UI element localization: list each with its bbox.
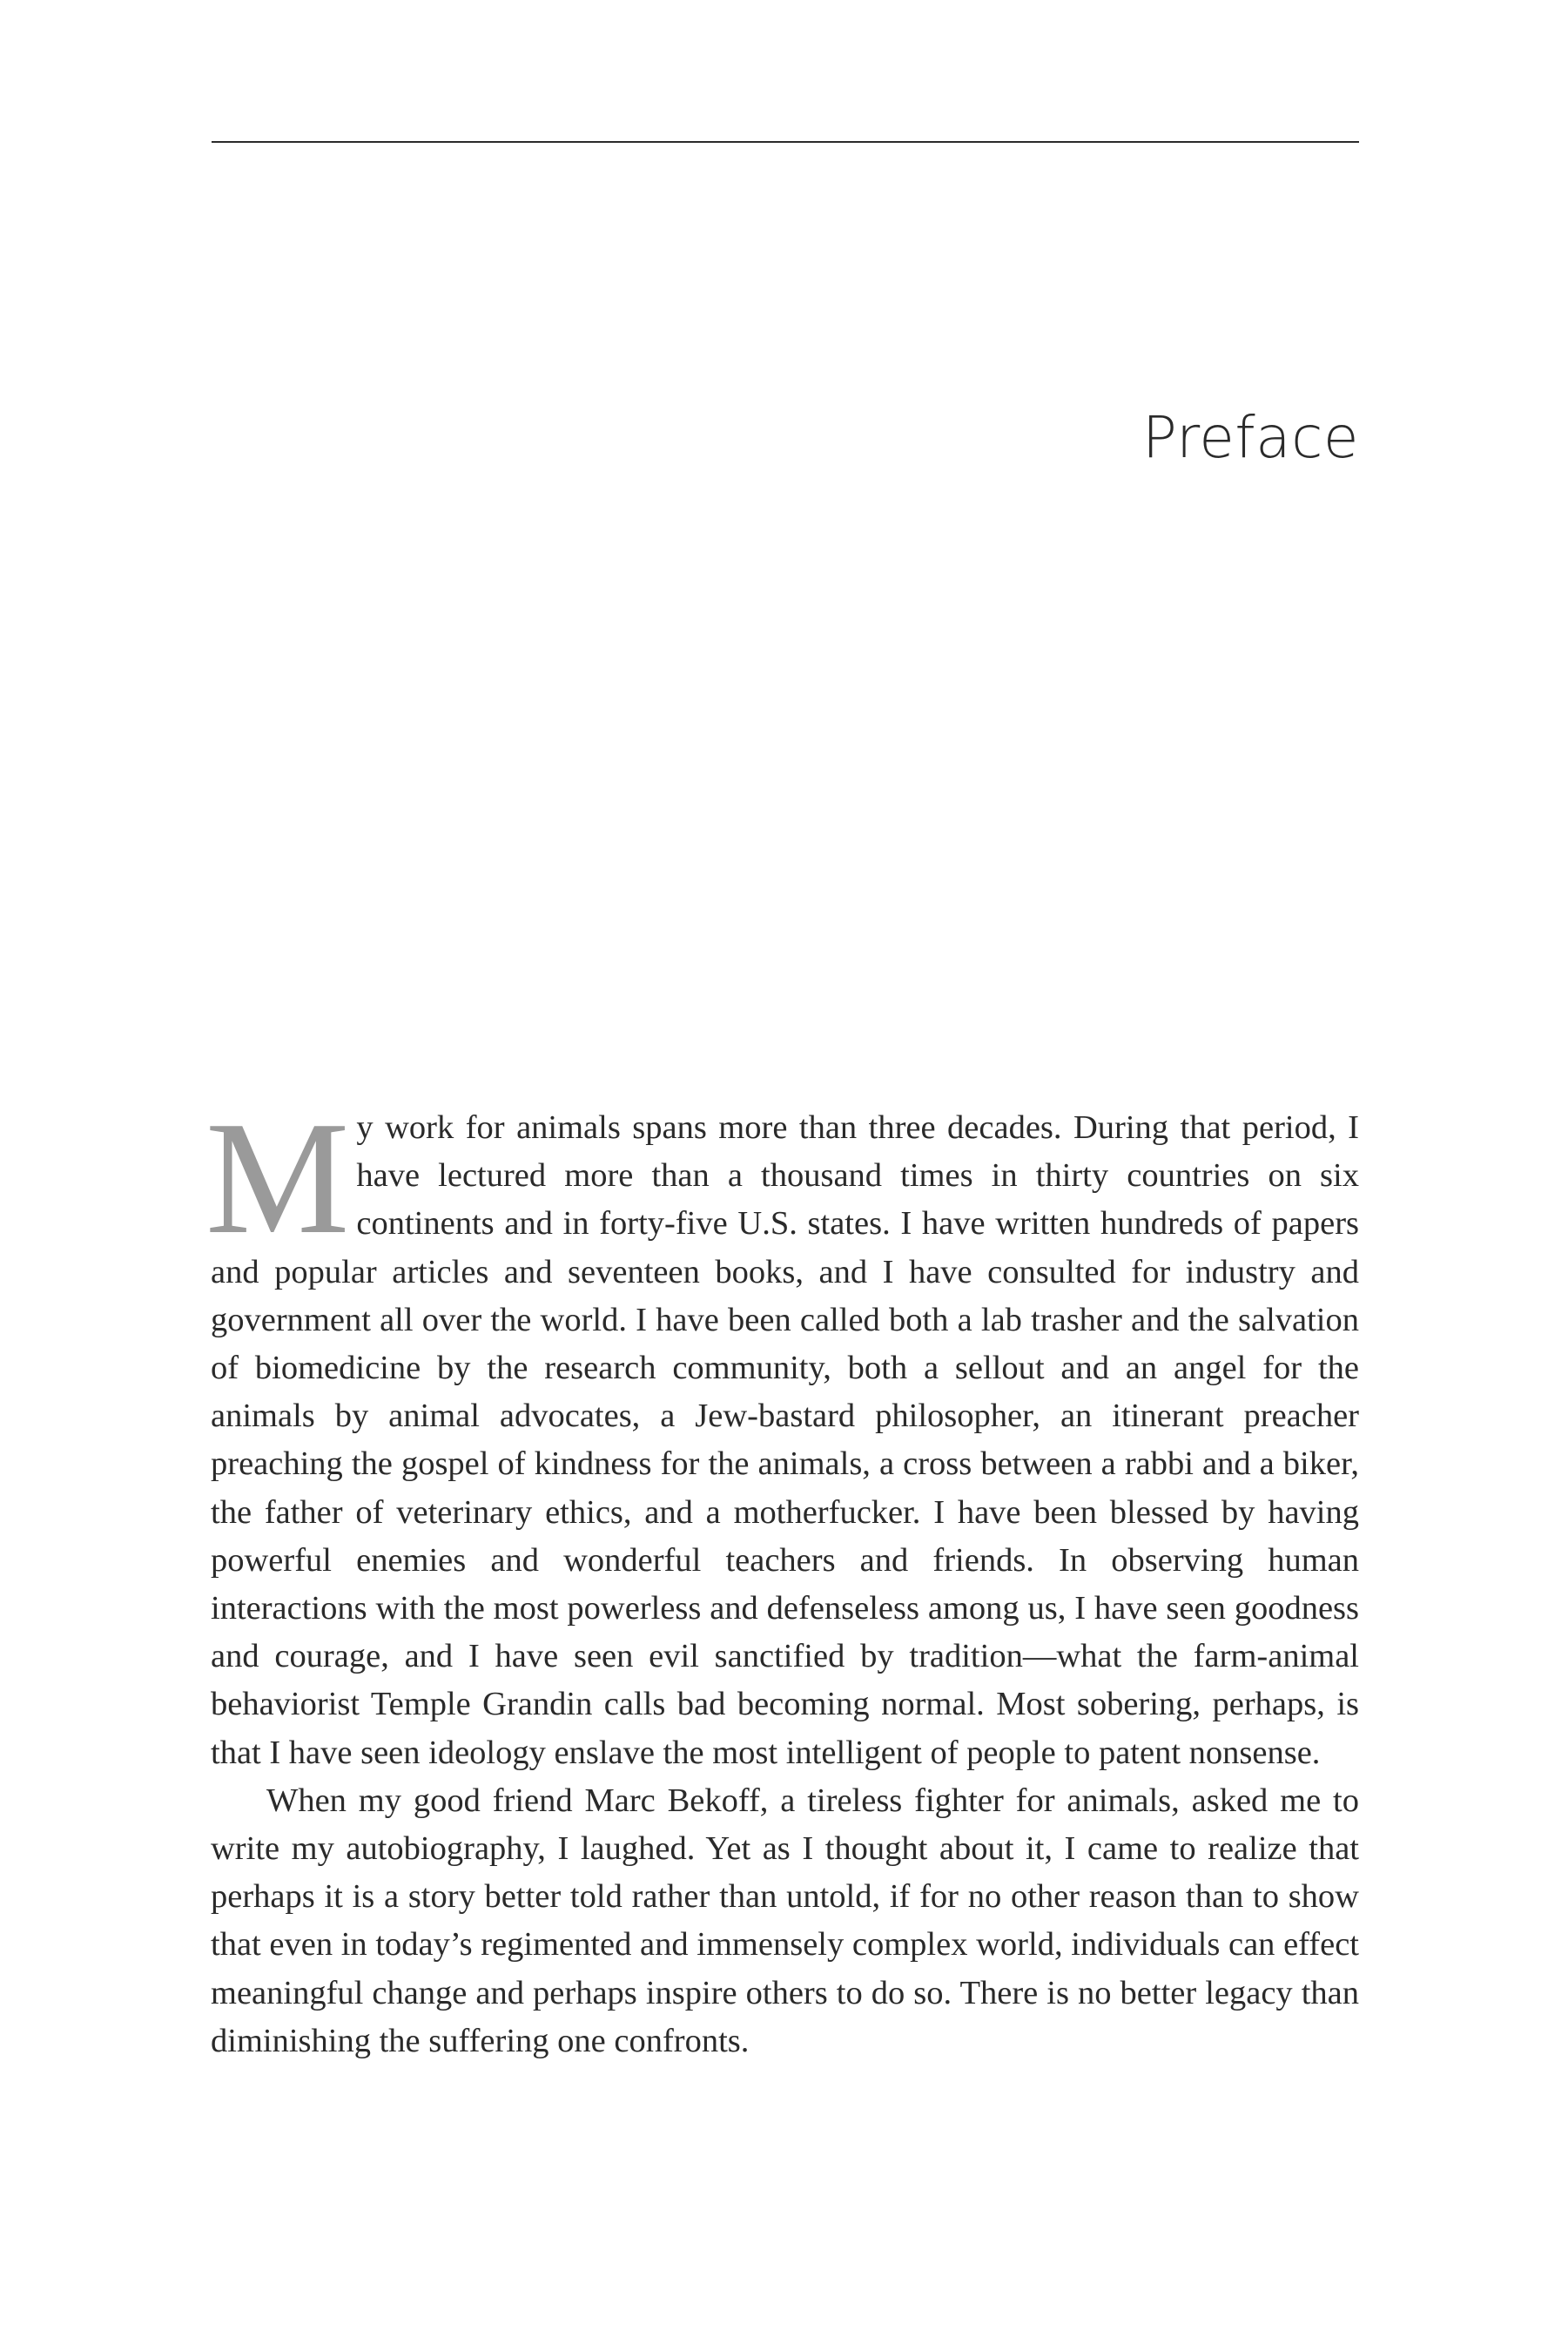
paragraph-2 [211,1777,1359,2065]
drop-cap: M [205,1088,350,1268]
paragraph-1-text: y work for animals spans more than three decades. During that period, I have lectured more than a thousand times in thirty countries on six continents and in forty-five U.S. states. I have written hundreds of papers and popular articles and seventeen books, and I have consulted for industry and government all over the world. I have been called both a lab trasher and the salvation of biomedicine by the research community, both a sellout and an angel for the animals by animal advocates, a Jew-bastard philosopher, an itinerant preacher preaching the gospel of kindness for the animals, a cross between a rabbi and a biker, the father of veterinary ethics, and a motherfucker. I have been blessed by having powerful enemies and wonderful teachers and friends. In observing human interactions with the most powerless and defenseless among us, I have seen goodness and courage, and I have seen evil sanctified by tradition—what the farm-animal behaviorist Temple Grandin calls bad becoming normal. Most sobering, perhaps, is that I have seen ideology enslave the most intelligent of people to patent nonsense. [211,1109,1359,1771]
chapter-title: Preface [1141,404,1359,471]
header-rule [212,141,1359,143]
body-text [205,1088,1359,2065]
paragraph-1 [205,1088,1359,1777]
paragraph-2-text: When my good friend Marc Bekoff, a tireless fighter for animals, asked me to write my autobiography, I laughed. Yet as I thought about it, I came to realize that perhaps it is a story better told rather than untold, if for no other reason than to show that even in today’s regimented and immensely complex world, individuals can effect meaningful change and perhaps inspire others to do so. There is no better legacy than diminishing the suffering one confronts. [211,1782,1359,2059]
